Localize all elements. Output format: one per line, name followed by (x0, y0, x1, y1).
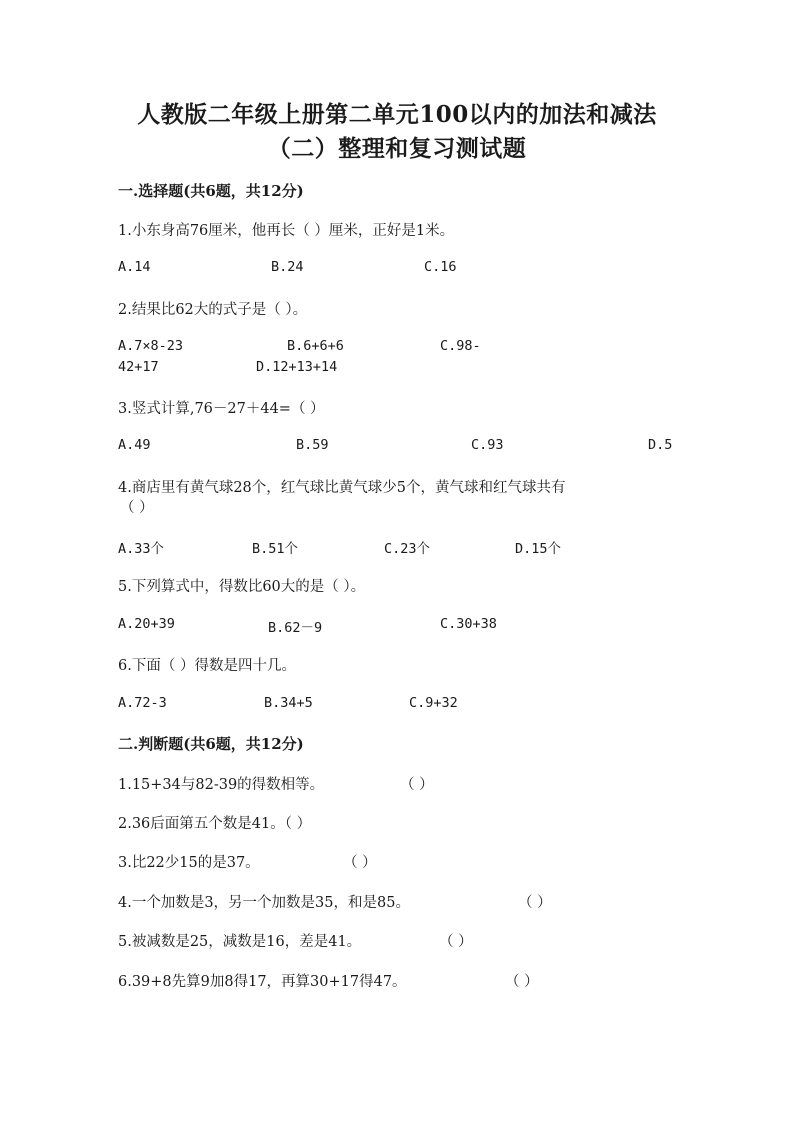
option-d: D.15个 (515, 541, 562, 557)
option-a: A.72-3 (118, 695, 167, 711)
option-b: B.24 (271, 259, 304, 275)
answer-blank[interactable]: （ ） (518, 895, 552, 911)
option-a: A.14 (118, 259, 151, 275)
option-c-continued: 42+17 (118, 359, 159, 375)
question-6: 6.下面（ ）得数是四十几。 (118, 658, 296, 674)
title-line-1: 人教版二年级上册第二单元100以内的加法和减法 (137, 101, 657, 128)
option-c: C.30+38 (440, 616, 497, 632)
answer-blank[interactable]: （ ） (400, 777, 434, 793)
option-c: C.9+32 (409, 695, 458, 711)
title-line-2: （二）整理和复习测试题 (267, 135, 527, 162)
judgment-item-6: 6.39+8先算9加8得17，再算30+17得47。 (118, 974, 407, 990)
answer-blank[interactable]: （ ） (343, 855, 377, 871)
judgment-item-4: 4.一个加数是3，另一个加数是35，和是85。 (118, 895, 410, 911)
option-b: B.62－9 (268, 620, 323, 636)
option-b: B.34+5 (264, 695, 313, 711)
option-a: A.49 (118, 437, 151, 453)
option-c: C.93 (471, 437, 504, 453)
question-1: 1.小东身高76厘米，他再长（ ）厘米，正好是1米。 (118, 223, 455, 239)
judgment-item-1: 1.15+34与82-39的得数相等。 (118, 777, 325, 793)
option-c: C.23个 (384, 541, 431, 557)
question-4-blank: （ ） (120, 500, 154, 516)
section-heading-choice: 一.选择题(共6题，共12分) (118, 182, 304, 200)
option-d: D.12+13+14 (256, 359, 338, 375)
question-5: 5.下列算式中，得数比60大的是（ ）。 (118, 579, 366, 595)
judgment-item-2: 2.36后面第五个数是41。（ ） (118, 816, 312, 832)
option-a: A.33个 (118, 541, 165, 557)
section-heading-true-false: 二.判断题(共6题，共12分) (118, 735, 304, 753)
judgment-item-3: 3.比22少15的是37。 (118, 855, 260, 871)
judgment-item-5: 5.被减数是25，减数是16，差是41。 (118, 934, 362, 950)
answer-blank[interactable]: （ ） (505, 974, 539, 990)
option-c: C.16 (424, 259, 457, 275)
option-b: B.6+6+6 (287, 338, 344, 354)
option-b: B.59 (296, 437, 329, 453)
option-a: A.7×8-23 (118, 338, 184, 354)
option-d: D.5 (648, 437, 673, 453)
question-2: 2.结果比62大的式子是（ ）。 (118, 302, 308, 318)
answer-blank[interactable]: （ ） (439, 934, 473, 950)
question-3: 3.竖式计算,76－27＋44=（ ） (118, 401, 325, 417)
option-a: A.20+39 (118, 616, 175, 632)
option-b: B.51个 (252, 541, 299, 557)
question-4: 4.商店里有黄气球28个，红气球比黄气球少5个，黄气球和红气球共有 (118, 480, 566, 496)
option-c: C.98- (440, 338, 481, 354)
